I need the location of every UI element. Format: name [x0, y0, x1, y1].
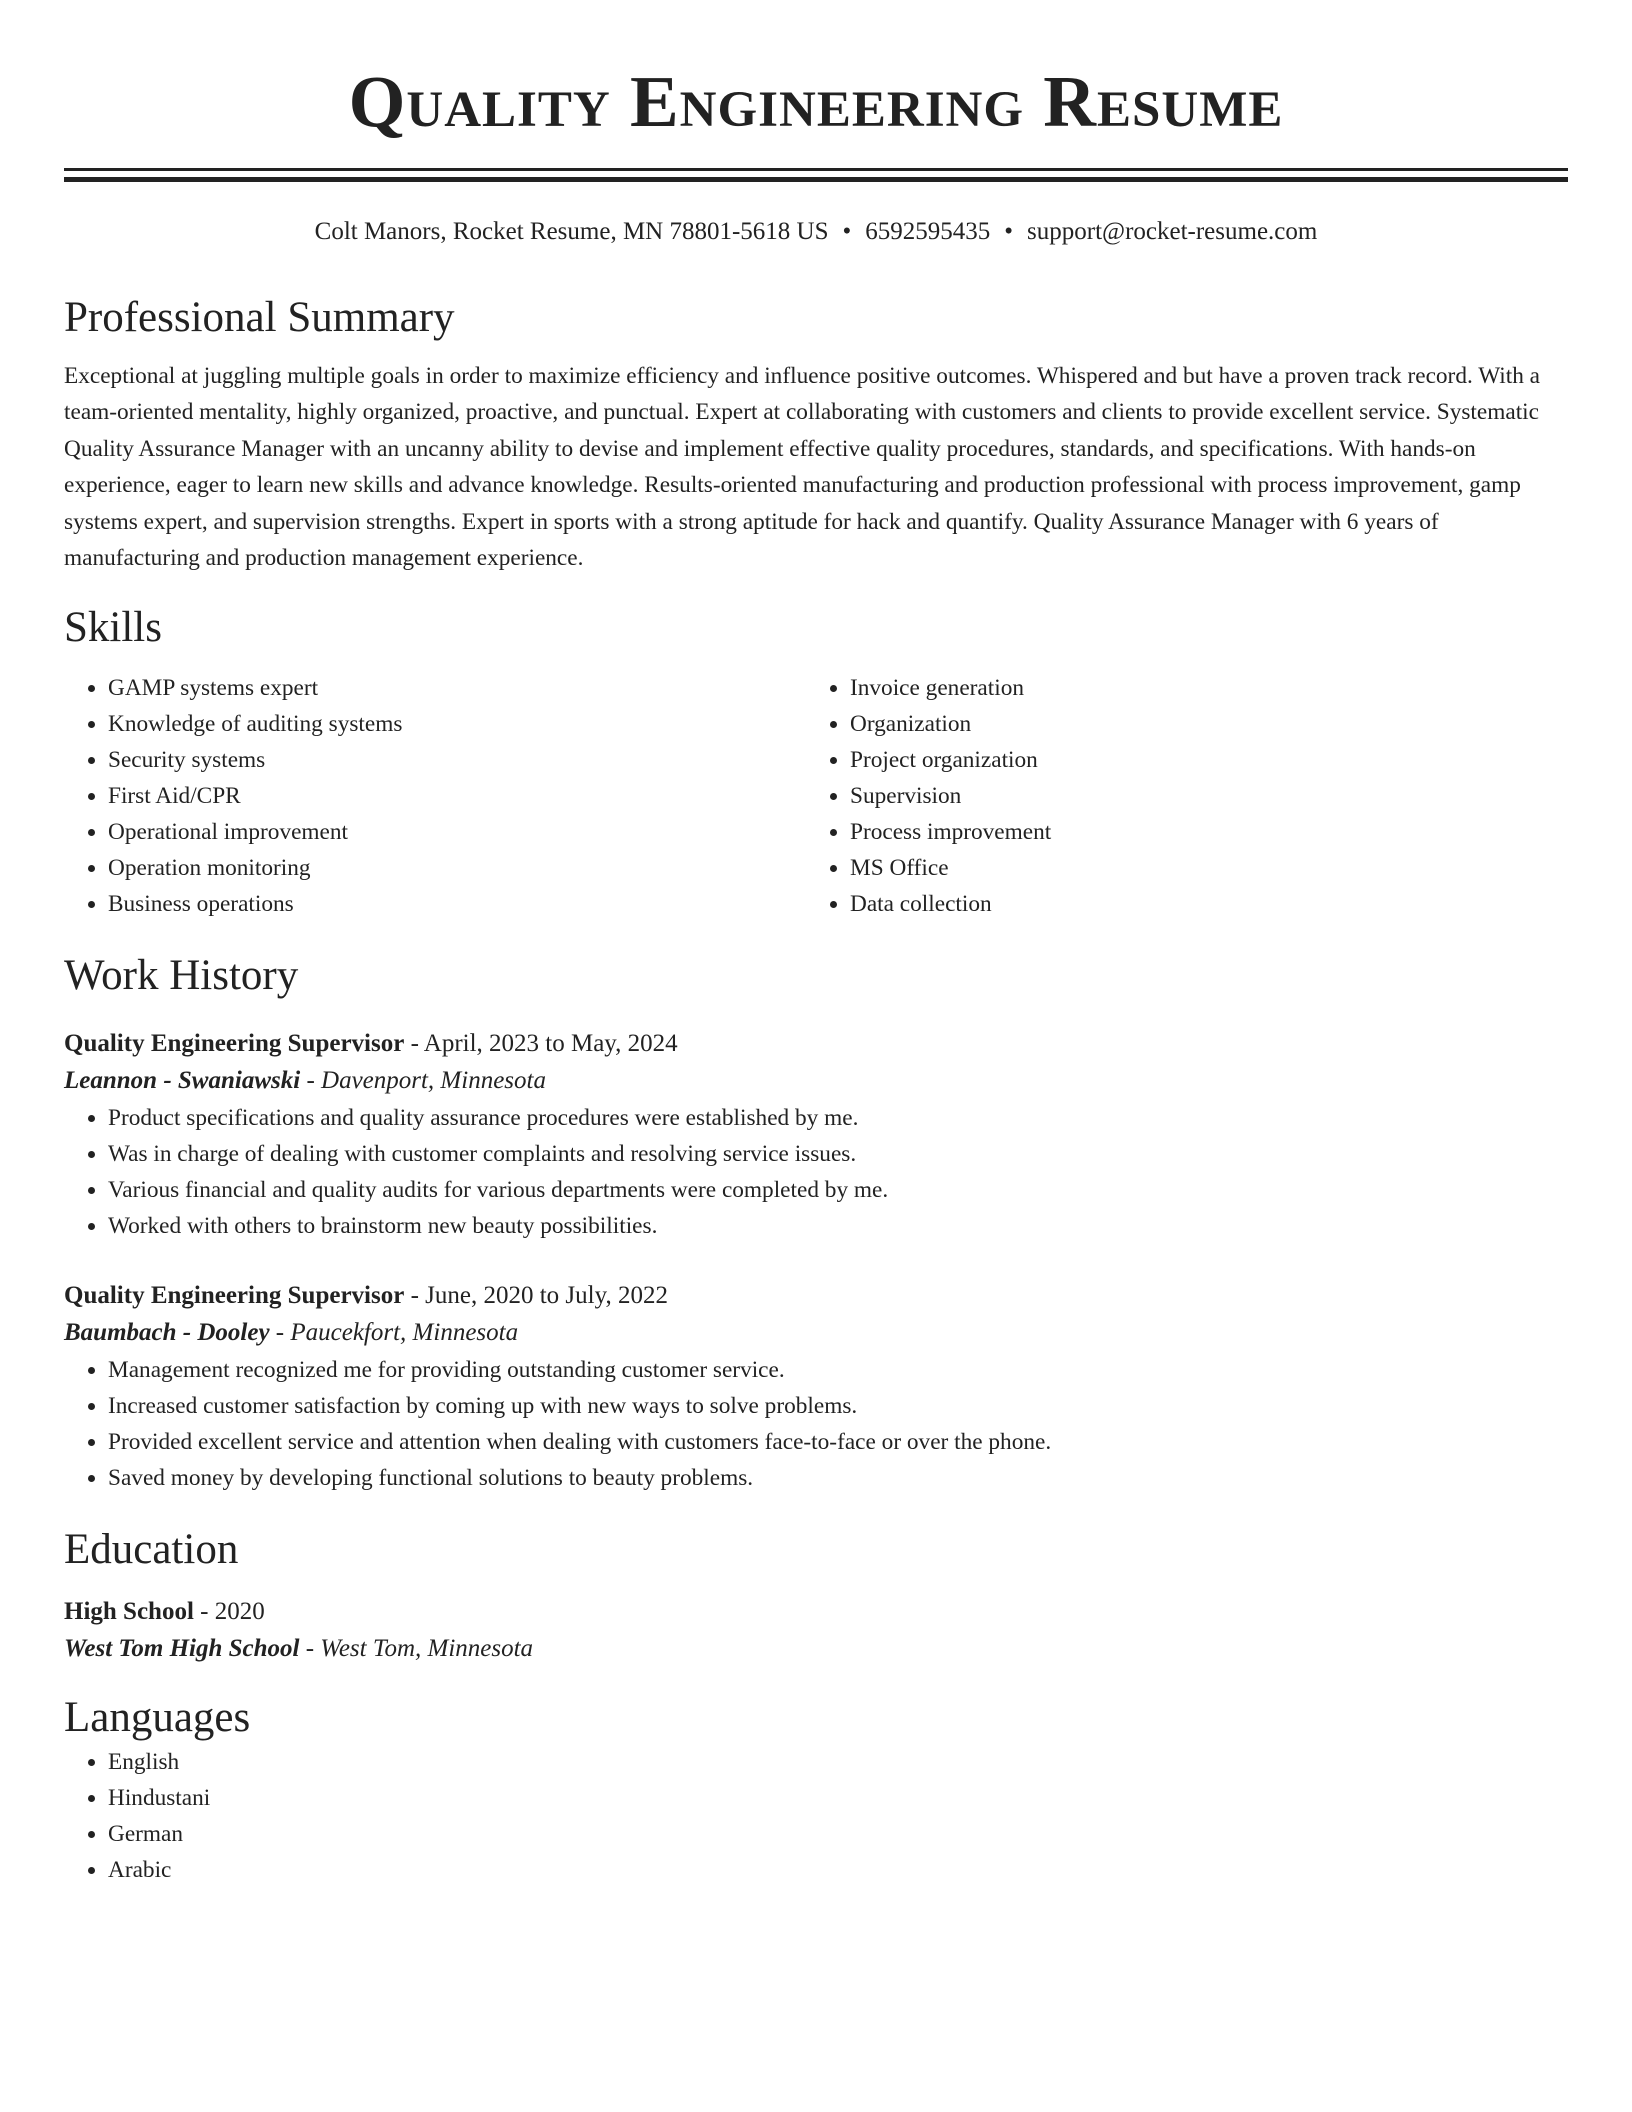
- title-divider-top: [64, 168, 1568, 171]
- summary-heading: Professional Summary: [64, 294, 455, 341]
- skill-item: • Supervision: [850, 778, 1548, 814]
- resume-page: [64, 0, 1568, 1888]
- skill-item: • Data collection: [850, 886, 1548, 922]
- job-entry: [64, 1026, 1568, 1244]
- job-bullet: • Increased customer satisfaction by coming up with new ways to solve problems.: [108, 1388, 1568, 1424]
- contact-email[interactable]: support@rocket-resume.com: [1027, 218, 1318, 245]
- job-bullets: [64, 1100, 1568, 1244]
- job-bullet: • Worked with others to brainstorm new beauty possibilities.: [108, 1208, 1568, 1244]
- job-bullet: • Was in charge of dealing with customer complaints and resolving service issues.: [108, 1136, 1568, 1172]
- skill-item: • Process improvement: [850, 814, 1548, 850]
- skills-heading: Skills: [64, 604, 162, 652]
- job-bullets: [64, 1352, 1568, 1496]
- job-dates: - June, 2020 to July, 2022: [404, 1282, 668, 1310]
- skills-columns: [64, 670, 1568, 922]
- job-bullet: • Product specifications and quality assurance procedures were established by me.: [108, 1100, 1568, 1136]
- skill-item: • Project organization: [850, 742, 1548, 778]
- skills-left-list: [64, 670, 806, 922]
- resume-title: Quality Engineering Resume: [348, 61, 1284, 142]
- language-item: • Arabic: [108, 1852, 1568, 1888]
- job-title-line: [64, 1026, 1568, 1062]
- job-bullet: • Management recognized me for providing outstanding customer service.: [108, 1352, 1568, 1388]
- skill-item: • Operation monitoring: [108, 850, 806, 886]
- education-school: West Tom High School: [64, 1635, 300, 1663]
- education-heading: Education: [64, 1526, 239, 1574]
- skill-item: • Knowledge of auditing systems: [108, 706, 806, 742]
- job-location: - Davenport, Minnesota: [300, 1067, 546, 1095]
- language-item: • German: [108, 1816, 1568, 1852]
- contact-separator: •: [842, 218, 852, 245]
- contact-phone: 6592595435: [865, 218, 991, 245]
- education-degree: High School: [64, 1598, 194, 1626]
- skill-item: • Organization: [850, 706, 1548, 742]
- education-degree-line: [64, 1594, 1568, 1630]
- skill-item: • Invoice generation: [850, 670, 1548, 706]
- skills-right-list: [806, 670, 1548, 922]
- skill-item: • MS Office: [850, 850, 1548, 886]
- job-bullet: • Provided excellent service and attention when dealing with customers face-to-face or over the phone.: [108, 1424, 1568, 1460]
- job-company: Baumbach - Dooley: [64, 1319, 270, 1347]
- skill-item: • First Aid/CPR: [108, 778, 806, 814]
- contact-separator: •: [1004, 218, 1014, 245]
- job-company: Leannon - Swaniawski: [64, 1067, 301, 1095]
- job-title: Quality Engineering Supervisor: [64, 1030, 405, 1058]
- job-location: - Paucekfort, Minnesota: [269, 1319, 519, 1347]
- contact-address: Colt Manors, Rocket Resume, MN 78801-5618 US: [314, 218, 829, 245]
- summary-text: Exceptional at juggling multiple goals in order to maximize efficiency and influence positive outcomes. Whispered and but have a proven track record. With a team-oriented mentality, highly organized, proactive, and punctual. Expert at collaborating with customers and clients to provide excellent service. Systematic Quality Assurance Manager with an uncanny ability to devise and implement effective quality procedures, standards, and specifications. With hands-on experience, eager to learn new skills and advance knowledge. Results-oriented manufacturing and production professional with process improvement, gamp systems expert, and supervision strengths. Expert in sports with a strong aptitude for hack and quantify. Quality Assurance Manager with 6 years of manufacturing and production management experience.: [64, 363, 1541, 572]
- job-company-line: [64, 1314, 1568, 1352]
- job-bullet: • Various financial and quality audits for various departments were completed by me.: [108, 1172, 1568, 1208]
- skill-item: • Business operations: [108, 886, 806, 922]
- skill-item: • GAMP systems expert: [108, 670, 806, 706]
- work-history-heading: Work History: [64, 952, 299, 1000]
- skill-item: • Security systems: [108, 742, 806, 778]
- job-title-line: [64, 1278, 1568, 1314]
- languages-list: [64, 1744, 1568, 1888]
- job-title: Quality Engineering Supervisor: [64, 1282, 405, 1310]
- languages-heading: Languages: [64, 1694, 251, 1742]
- skill-item: • Operational improvement: [108, 814, 806, 850]
- education-school-line: [64, 1630, 1568, 1668]
- education-year: - 2020: [193, 1598, 265, 1626]
- title-divider-bottom: [64, 177, 1568, 182]
- job-entry: [64, 1278, 1568, 1496]
- language-item: • English: [108, 1744, 1568, 1780]
- job-dates: - April, 2023 to May, 2024: [404, 1030, 678, 1058]
- job-bullet: • Saved money by developing functional solutions to beauty problems.: [108, 1460, 1568, 1496]
- education-location: - West Tom, Minnesota: [299, 1635, 534, 1663]
- language-item: • Hindustani: [108, 1780, 1568, 1816]
- job-company-line: [64, 1062, 1568, 1100]
- contact-line: [64, 216, 1568, 248]
